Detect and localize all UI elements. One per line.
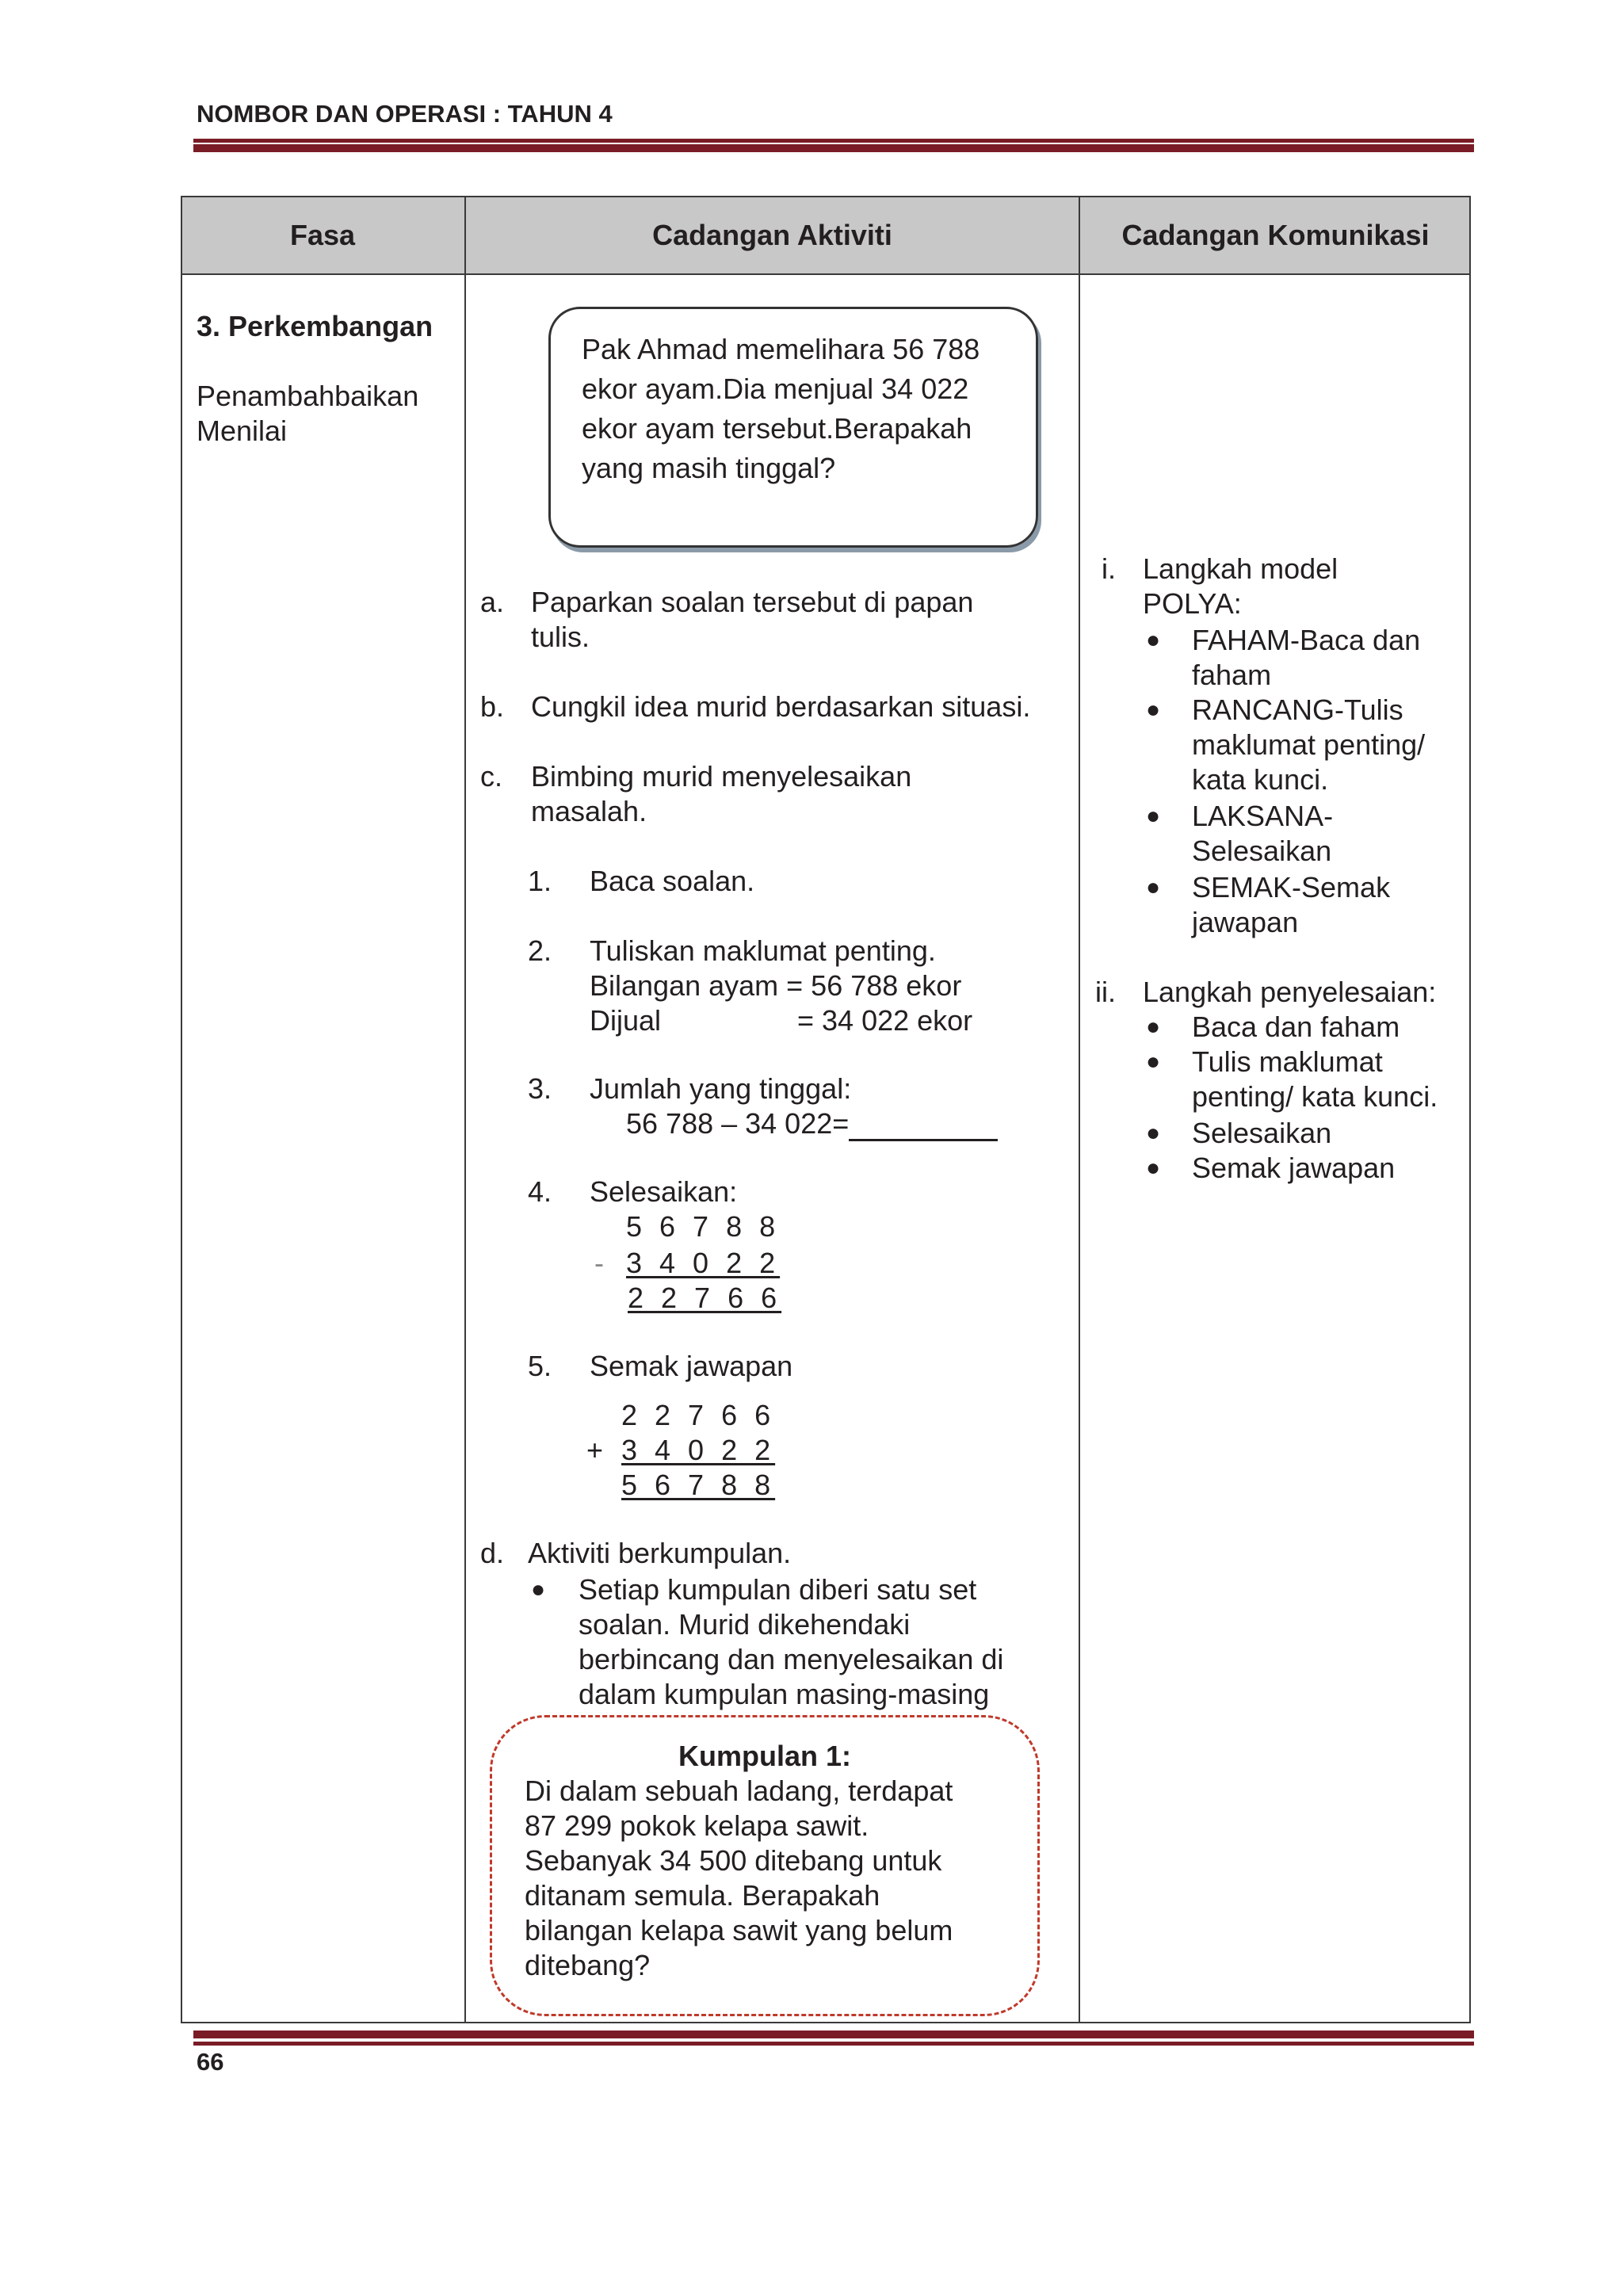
addition-sign: + — [586, 1434, 604, 1466]
bullet-icon: ● — [1146, 874, 1161, 900]
addition-addend: 3 4 0 2 2 — [621, 1434, 776, 1466]
comm-ii-bullet-1: Baca dan faham — [1192, 1010, 1400, 1043]
comm-ii-text: Langkah penyelesaian: — [1143, 976, 1437, 1008]
page-header-title: NOMBOR DAN OPERASI : TAHUN 4 — [197, 100, 613, 128]
step-4-text: Selesaikan: — [590, 1175, 738, 1208]
activity-b-text: Cungkil idea murid berdasarkan situasi. — [531, 690, 1031, 723]
step-1-text: Baca soalan. — [590, 865, 755, 897]
subtraction-result: 2 2 7 6 6 — [628, 1282, 782, 1314]
comm-i-line-1: Langkah model — [1143, 552, 1338, 585]
page-number: 66 — [197, 2048, 224, 2076]
step-3-text: Jumlah yang tinggal: — [590, 1072, 852, 1105]
bullet-icon: ● — [1146, 1014, 1161, 1040]
step-2-line-2-value: = 34 022 ekor — [797, 1004, 973, 1037]
answer-blank — [849, 1112, 998, 1141]
fasa-line-1: Penambahbaikan — [197, 380, 419, 412]
activity-a-line-2: tulis. — [531, 621, 590, 653]
bullet-icon: ● — [1146, 803, 1161, 829]
activity-b-label: b. — [480, 690, 505, 723]
fasa-line-2: Menilai — [197, 415, 288, 447]
subtraction-subtrahend: 3 4 0 2 2 — [626, 1247, 781, 1279]
step-2-text: Tuliskan maklumat penting. — [590, 934, 936, 967]
step-3-equation: 56 788 – 34 022= — [626, 1106, 998, 1141]
header-cadangan-aktiviti: Cadangan Aktiviti — [652, 219, 892, 251]
step-3-number: 3. — [528, 1072, 552, 1105]
group-line-6: ditebang? — [525, 1949, 651, 1981]
activity-d-bullet-line-2: soalan. Murid dikehendaki — [579, 1608, 911, 1641]
subtraction-top: 5 6 7 8 8 — [626, 1210, 781, 1243]
comm-ii-label: ii. — [1095, 976, 1116, 1008]
column-divider-1 — [464, 196, 466, 2023]
step-2-number: 2. — [528, 934, 552, 967]
comm-ii-bullet-4: Semak jawapan — [1192, 1152, 1396, 1184]
comm-i-bullet-1-line-1: FAHAM-Baca dan — [1192, 624, 1421, 656]
step-2-line-1: Bilangan ayam = 56 788 ekor — [590, 969, 962, 1002]
comm-i-bullet-2-line-3: kata kunci. — [1192, 763, 1329, 796]
header-rule-thick — [193, 144, 1474, 152]
activity-a-label: a. — [480, 586, 505, 618]
step-4-number: 4. — [528, 1175, 552, 1208]
header-cadangan-komunikasi: Cadangan Komunikasi — [1121, 219, 1430, 251]
step-5-text: Semak jawapan — [590, 1350, 793, 1382]
header-fasa: Fasa — [289, 219, 356, 251]
column-divider-2 — [1079, 196, 1080, 2023]
group-title: Kumpulan 1: — [678, 1740, 851, 1772]
group-line-2: 87 299 pokok kelapa sawit. — [525, 1809, 869, 1842]
comm-i-bullet-2-line-2: maklumat penting/ — [1192, 728, 1426, 761]
bullet-icon: ● — [1146, 1120, 1161, 1146]
group-line-4: ditanam semula. Berapakah — [525, 1879, 880, 1912]
footer-rule-thin — [193, 2042, 1474, 2046]
activity-c-line-1: Bimbing murid menyelesaikan — [531, 760, 912, 793]
footer-rule-thick — [193, 2030, 1474, 2038]
activity-d-label: d. — [480, 1537, 505, 1569]
bullet-icon: ● — [531, 1576, 546, 1603]
activity-d-bullet-line-3: berbincang dan menyelesaikan di — [579, 1643, 1004, 1675]
comm-ii-bullet-3: Selesaikan — [1192, 1117, 1332, 1149]
addition-result: 5 6 7 8 8 — [621, 1469, 776, 1501]
bullet-icon: ● — [1146, 1049, 1161, 1075]
addition-top: 2 2 7 6 6 — [621, 1399, 776, 1431]
comm-ii-bullet-2-line-1: Tulis maklumat — [1192, 1045, 1383, 1078]
step-2-line-2-label: Dijual — [590, 1004, 662, 1037]
problem-text: Pak Ahmad memelihara 56 788 ekor ayam.Dia menjual 34 022 ekor ayam tersebut.Berapakah yang masih tinggal? — [582, 333, 980, 484]
comm-i-bullet-3-line-1: LAKSANA- — [1192, 800, 1334, 832]
comm-i-bullet-2-line-1: RANCANG-Tulis — [1192, 693, 1403, 726]
comm-i-label: i. — [1102, 552, 1116, 585]
bullet-icon: ● — [1146, 1155, 1161, 1181]
activity-c-label: c. — [480, 760, 503, 793]
subtraction-sign: - — [594, 1247, 604, 1279]
fasa-title: 3. Perkembangan — [197, 310, 433, 342]
activity-a-line-1: Paparkan soalan tersebut di papan — [531, 586, 974, 618]
comm-i-bullet-4-line-1: SEMAK-Semak — [1192, 871, 1391, 904]
comm-ii-bullet-2-line-2: penting/ kata kunci. — [1192, 1080, 1438, 1113]
group-line-5: bilangan kelapa sawit yang belum — [525, 1914, 953, 1946]
group-line-3: Sebanyak 34 500 ditebang untuk — [525, 1844, 942, 1877]
step-5-number: 5. — [528, 1350, 552, 1382]
group-line-1: Di dalam sebuah ladang, terdapat — [525, 1775, 953, 1807]
comm-i-bullet-1-line-2: faham — [1192, 659, 1272, 691]
activity-c-line-2: masalah. — [531, 795, 647, 827]
bullet-icon: ● — [1146, 697, 1161, 723]
comm-i-bullet-3-line-2: Selesaikan — [1192, 835, 1332, 867]
header-rule-thin — [193, 139, 1474, 143]
activity-d-bullet-line-1: Setiap kumpulan diberi satu set — [579, 1573, 977, 1606]
comm-i-line-2: POLYA: — [1143, 587, 1242, 620]
activity-d-text: Aktiviti berkumpulan. — [528, 1537, 792, 1569]
comm-i-bullet-4-line-2: jawapan — [1192, 906, 1299, 938]
activity-d-bullet-line-4: dalam kumpulan masing-masing — [579, 1678, 990, 1710]
step-1-number: 1. — [528, 865, 552, 897]
bullet-icon: ● — [1146, 627, 1161, 653]
